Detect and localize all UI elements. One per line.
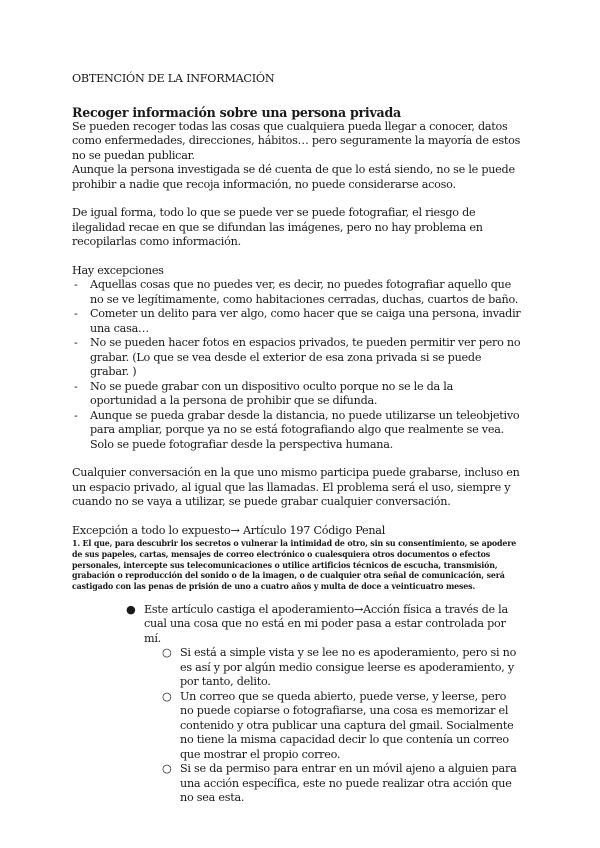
exception-item: - Cometer un delito para ver algo, como hacer que se caiga una persona, invadir una casa… xyxy=(72,307,522,336)
sub-bullet-item xyxy=(162,690,522,763)
sub-bullet-text: Si está a simple vista y se lee no es apoderamiento, pero si no es así y por algún medio consigue leerse es apoderamiento, y por tanto, delito. xyxy=(180,646,517,689)
bullet-dot-icon: ● xyxy=(126,602,136,616)
sub-bullet-item xyxy=(162,646,522,690)
circle-bullet-icon: ○ xyxy=(162,646,172,660)
bullet-text: Este artículo castiga el apoderamiento→Acción física a través de la cual una cosa que no está en mi poder pasa a estar controlada por mí. xyxy=(144,602,508,645)
circle-bullet-icon: ○ xyxy=(162,689,172,703)
exception-item: - No se puede grabar con un dispositivo oculto porque no se le da la oportunidad a la persona de prohibir que se difunda. xyxy=(72,380,522,409)
sub-bullet-text: Si se da permiso para entrar en un móvil ajeno a alguien para una acción específica, este no puede realizar otra acción que no sea esta. xyxy=(180,762,517,805)
exception-item: - No se pueden hacer fotos en espacios privados, te pueden permitir ver pero no grabar. (Lo que se vea desde el exterior de esa zona privada si se puede grabar. ) xyxy=(72,336,522,380)
article-197-text: 1. El que, para descubrir los secretos o vulnerar la intimidad de otro, sin su consentimiento, se apodere de sus papeles, cartas, mensajes de correo electrónico o cualesquiera otros documentos o efectos personales, intercepte sus telecomunicaciones o utilice artificios técnicos de escucha, transmisión, grabación o reproducción del sonido o de la imagen, o de cualquier otra señal de comunicación, será castigado con las penas de prisión de uno a cuatro años y multa de doce a veinticuatro meses. xyxy=(72,539,517,592)
sub-bullet-item xyxy=(162,762,522,806)
exception-item: - Aunque se pueda grabar desde la distancia, no puede utilizarse un teleobjetivo para ampliar, porque ya no se está fotografiando algo que realmente se vea. Solo se puede fotografiar desde la perspectiva humana. xyxy=(72,409,522,453)
paragraph-fotografiar: De igual forma, todo lo que se puede ver se puede fotografiar, el riesgo de ilegalidad recae en que se difundan las imágenes, pero no hay problema en recopilarlas como información. xyxy=(72,206,483,248)
exception-item: - Aquellas cosas que no puedes ver, es decir, no puedes fotografiar aquello que no se ve legítimamente, como habitaciones cerradas, duchas, cuartos de baño. xyxy=(72,278,522,307)
document-body xyxy=(72,72,522,806)
document-title: OBTENCIÓN DE LA INFORMACIÓN xyxy=(72,72,275,85)
exceptions-intro: Hay excepciones xyxy=(72,263,164,277)
paragraph-acoso: Aunque la persona investigada se dé cuenta de que lo está siendo, no se le puede prohibir a nadie que recoja información, no puede considerarse acoso. xyxy=(72,163,515,191)
sub-bullet-list xyxy=(162,646,522,806)
paragraph-conversacion: Cualquier conversación en la que uno mismo participa puede grabarse, incluso en un espacio privado, al igual que las llamadas. El problema será el uso, siempre y cuando no se vaya a utilizar, se puede grabar cualquier conversación. xyxy=(72,466,520,508)
paragraph-recoger: Se pueden recoger todas las cosas que cualquiera pueda llegar a conocer, datos como enfermedades, direcciones, hábitos… pero seguramente la mayoría de estos no se puedan publicar. xyxy=(72,119,521,162)
exceptions-list xyxy=(72,278,522,452)
exception-article-line: Excepción a todo lo expuesto→ Artículo 197 Código Penal xyxy=(72,523,386,537)
bullet-list xyxy=(126,603,522,806)
section-heading: Recoger información sobre una persona privada xyxy=(72,104,401,120)
bullet-item-apoderamiento xyxy=(126,603,522,806)
circle-bullet-icon: ○ xyxy=(162,762,172,776)
sub-bullet-text: Un correo que se queda abierto, puede verse, y leerse, pero no puede copiarse o fotografiarse, una cosa es memorizar el contenido y otra publicar una captura del gmail. Socialmente no tiene la misma capacidad decir lo que contenía un correo que mostrar el propio correo. xyxy=(180,689,514,761)
